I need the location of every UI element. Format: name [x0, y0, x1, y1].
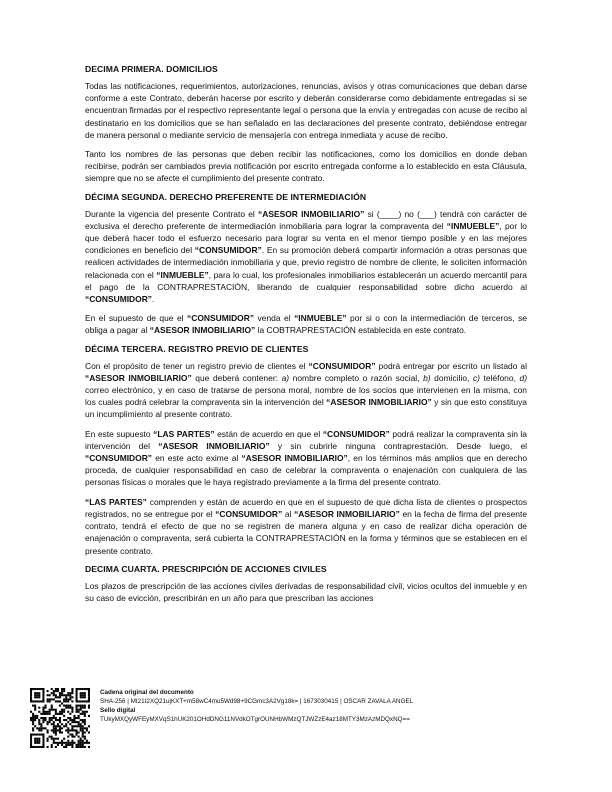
section-paragraph: En este supuesto “LAS PARTES” están de acuerdo en que el “CONSUMIDOR” podrá realizar la compraventa sin la intervención del “ASESOR INMOBILIARIO” y sin cubrirle ninguna contraprestación. Desde luego, el “CONSUMIDOR” en este acto exime al “ASESOR INMOBILIARIO”, en los términos más amplios que en derecho proceda, de cualquier responsabilidad en caso de celebrar la compraventa o enajenación con cualquiera de las personas físicas o morales que le haya registrado previamente a la firma del presente contrato.	[85, 428, 528, 488]
digital-signature-block	[100, 688, 413, 724]
section-paragraph: En el supuesto de que el “CONSUMIDOR” venda el “INMUEBLE” por si o con la intermediación de terceros, se obliga a pagar al “ASESOR INMOBILIARIO” la COBTRAPRESTACIÓN establecida en este contrato.	[85, 313, 527, 336]
document-footer	[30, 688, 590, 758]
section-paragraph: Tanto los nombres de las personas que deben recibir las notificaciones, como los domicilios en donde deban recibirse, podrán ser cambiados previa notificación por escrito entregada conforme a lo establecido en esta Cláusula, siempre que no se afecte el cumplimiento del presente contrato.	[85, 149, 527, 184]
section-heading: DECIMA CUARTA. PRESCRIPCIÓN DE ACCIONES CIVILES	[85, 563, 327, 574]
seal-value: TUkyMXQyWFEyMXVqS1hUK201OHdDNG11NVdkOTgrOUNHbWMzQTJWZzE4az18MTY3MzAzMDQxNQ==	[100, 716, 410, 723]
section-paragraph: Los plazos de prescripción de las acciones civiles derivadas de responsabilidad civil, vicios ocultos del inmueble y en su caso de evicción, prescribirán en un año para que prescriban las acciones	[85, 580, 527, 603]
document-body	[85, 64, 527, 611]
section-paragraph: Durante la vigencia del presente Contrato el “ASESOR INMOBILIARIO” si (____) no (___) tendrá con carácter de exclusiva el derecho preferente de intermediación inmobiliaria para lograr la compraventa del “INMUEBLE”, por lo que deberá hacer todo el esfuerzo necesario para lograr su venta en el menor tiempo posible y en las mejores condiciones en beneficio del “CONSUMIDOR”. En su promoción deberá compartir información a otras personas que realicen actividades de intermediación inmobiliaria y que, previo registro de nombre de cliente, le soliciten información relacionada con el “INMUEBLE”, para lo cual, los profesionales inmobiliarios establecerán un acuerdo mercantil para el pago de la CONTRAPRESTACIÓN, liberando de cualquier responsabilidad sobre dicho acuerdo al “CONSUMIDOR”.	[85, 208, 527, 305]
chain-value: SHA-256 | MI21t2XQ21ujKXT+m58wC4mu5Wd98+9CGmc3A2Vg18k= | 1673030415 | OSCAR ZAVALA ANGEL	[100, 698, 414, 705]
section-heading: DECIMA PRIMERA. DOMICILIOS	[85, 64, 218, 74]
chain-label: Cadena original del documento	[100, 689, 194, 696]
seal-label: Sello digital	[100, 707, 136, 714]
section-heading: DÉCIMA TERCERA. REGISTRO PREVIO DE CLIENTES	[85, 343, 309, 354]
section-paragraph: “LAS PARTES” comprenden y están de acuerdo en que en el supuesto de que dicha lista de clientes o prospectos registrados, no se entregue por el “CONSUMIDOR” al “ASESOR INMOBILIARIO” en la fecha de firma del presente contrato, tendrá el efecto de que no se registren de manera alguna y en caso de realizar dicha operación de enajenación o compraventa, será cubierta la CONTRAPRESTACIÓN en la forma y términos que se establecen en el presente contrato.	[85, 496, 528, 556]
qr-code	[30, 688, 90, 748]
section-paragraph: Todas las notificaciones, requerimientos, autorizaciones, renuncias, avisos y otras comunicaciones que deban darse conforme a este Contrato, deberán hacerse por escrito y deberán considerarse como debidamente entregadas si se encuentran firmadas por el respectivo representante legal o persona que la envía y entregadas con acuse de recibo al destinatario en los domicilios que se han señalado en las declaraciones del presente contrato, debiéndose entregar de manera personal o mediante servicio de mensajería con entrega inmediata y acuse de recibo.	[85, 81, 527, 140]
section-paragraph: Con el propósito de tener un registro previo de clientes el “CONSUMIDOR” podrá entregar por escrito un listado al “ASESOR INMOBILIARIO” que deberá contener: a) nombre completo o razón social, b) domicilio, c) teléfono, d) correo electrónico, y en caso de tratarse de persona moral, nombre de los socios que intervienen en la misma, con los cuales podrá celebrar la compraventa sin la intervención del “ASESOR INMOBILIARIO” y sin que esto constituya un incumplimiento al presente contrato.	[85, 360, 528, 420]
section-heading: DÉCIMA SEGUNDA. DERECHO PREFERENTE DE INTERMEDIACIÓN	[85, 191, 367, 202]
